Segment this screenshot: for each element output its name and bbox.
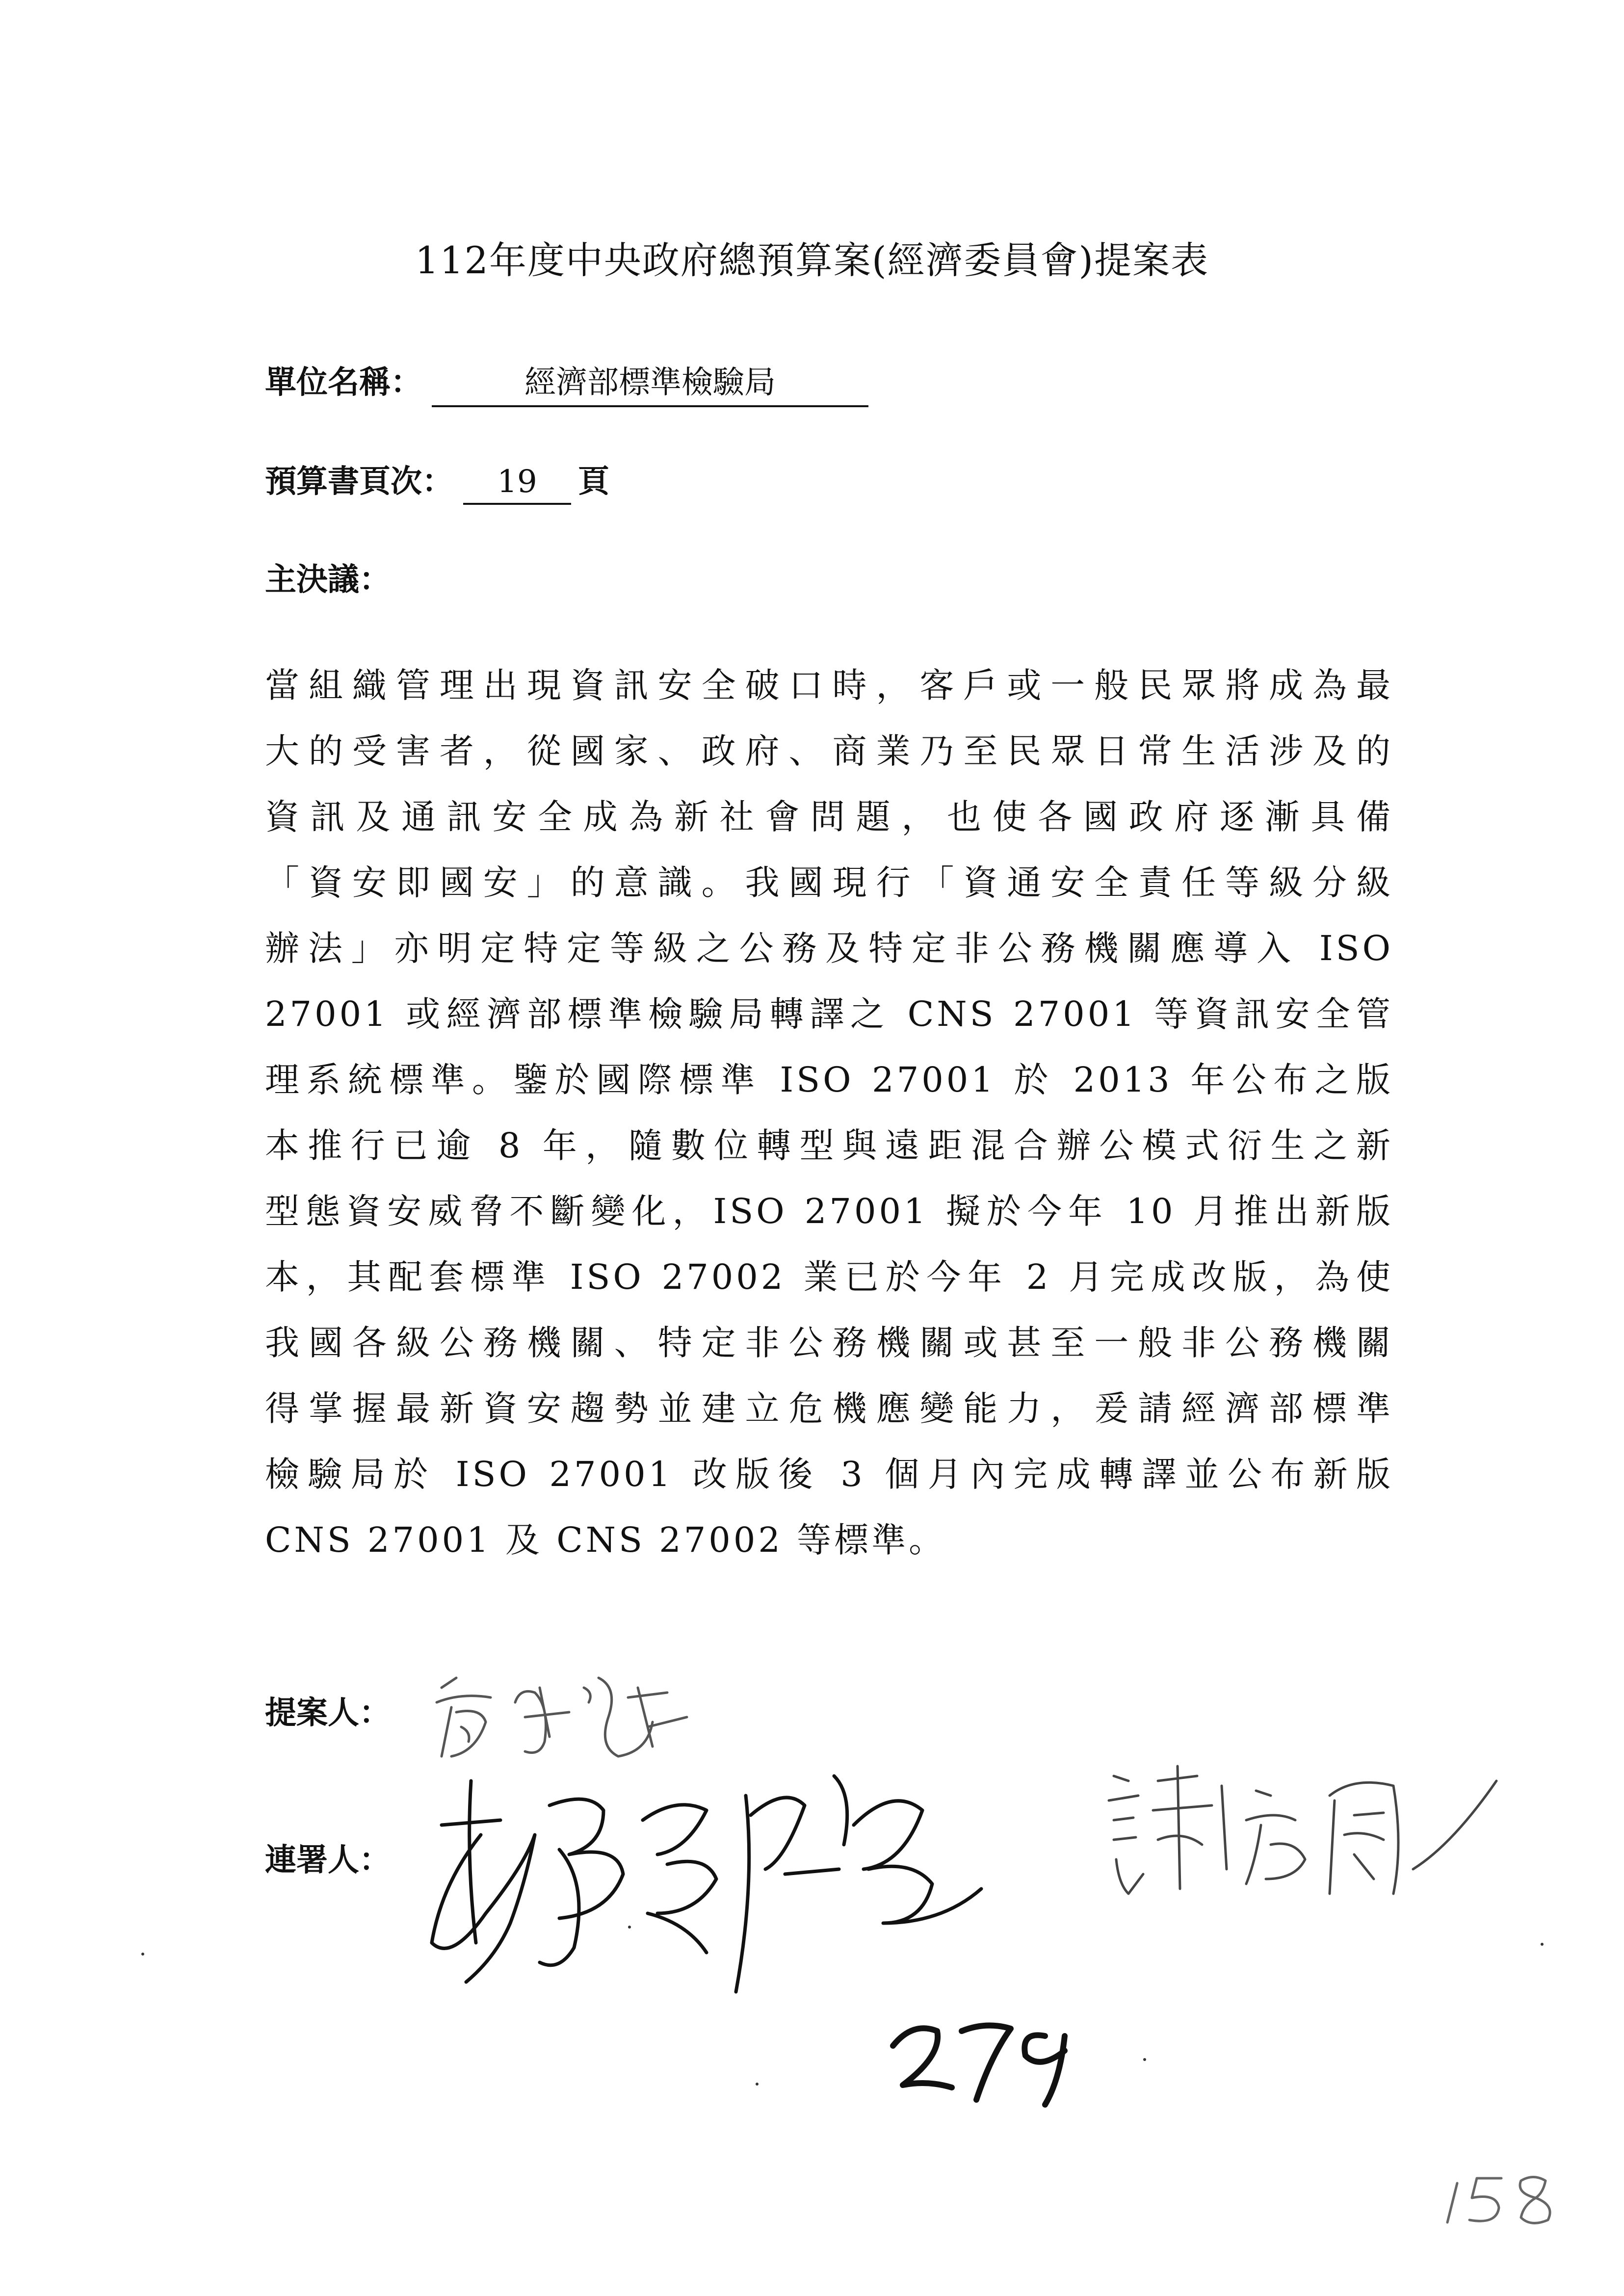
scan-speck (141, 1953, 144, 1956)
budget-page-field (265, 456, 609, 505)
resolution-heading: 主決議： (265, 562, 391, 598)
body-line: 檢驗局於 ISO 27001 改版後 3 個月內完成轉譯並公布新版 (265, 1454, 1393, 1494)
body-line: 型態資安威脅不斷變化，ISO 27001 擬於今年 10 月推出新版 (265, 1191, 1393, 1231)
scan-speck (1143, 2058, 1146, 2061)
resolution-body (265, 652, 1393, 1573)
cosigner-signature-1 (412, 1737, 1011, 2011)
unit-field (265, 357, 868, 407)
body-line: 27001 或經濟部標準檢驗局轉譯之 CNS 27001 等資訊安全管 (265, 994, 1393, 1034)
body-line: 我國各級公務機關、特定非公務機關或甚至一般非公務機關 (265, 1323, 1393, 1363)
body-line: 本，其配套標準 ISO 27002 業已於今年 2 月完成改版，為使 (265, 1257, 1393, 1297)
body-line: 大的受害者，從國家、政府、商業乃至民眾日常生活涉及的 (265, 731, 1393, 771)
body-line: 當組織管理出現資訊安全破口時，客戶或一般民眾將成為最 (265, 665, 1393, 705)
scan-speck (1541, 1943, 1544, 1946)
cosigner-label: 連署人： (265, 1842, 391, 1879)
unit-label: 單位名稱： (265, 365, 422, 401)
body-line: 理系統標準。鑒於國際標準 ISO 27001 於 2013 年公布之版 (265, 1060, 1393, 1100)
body-line: 「資安即國安」的意識。我國現行「資通安全責任等級分級 (265, 862, 1393, 903)
body-line: 本推行已逾 8 年，隨數位轉型與遠距混合辦公模式衍生之新 (265, 1125, 1393, 1166)
scan-speck (628, 1926, 631, 1929)
scan-speck (756, 2083, 759, 2086)
budget-page-value: 19 (463, 464, 571, 505)
body-line: 資訊及通訊安全成為新社會問題，也使各國政府逐漸具備 (265, 797, 1393, 837)
body-line: 得掌握最新資安趨勢並建立危機應變能力，爰請經濟部標準 (265, 1388, 1393, 1429)
document-title: 112年度中央政府總預算案(經濟委員會)提案表 (415, 238, 1209, 282)
body-line: CNS 27001 及 CNS 27002 等標準。 (265, 1520, 946, 1560)
budget-page-suffix: 頁 (578, 464, 609, 500)
body-line: 辦法」亦明定特定等級之公務及特定非公務機關應導入 ISO (265, 928, 1393, 968)
handwritten-number-279 (883, 2002, 1089, 2110)
proposer-label: 提案人： (265, 1695, 391, 1731)
unit-value: 經濟部標準檢驗局 (432, 357, 868, 407)
cosigner-signature-2 (1099, 1747, 1511, 1908)
handwritten-number-158 (1442, 2164, 1570, 2232)
budget-page-label: 預算書頁次： (265, 464, 453, 500)
